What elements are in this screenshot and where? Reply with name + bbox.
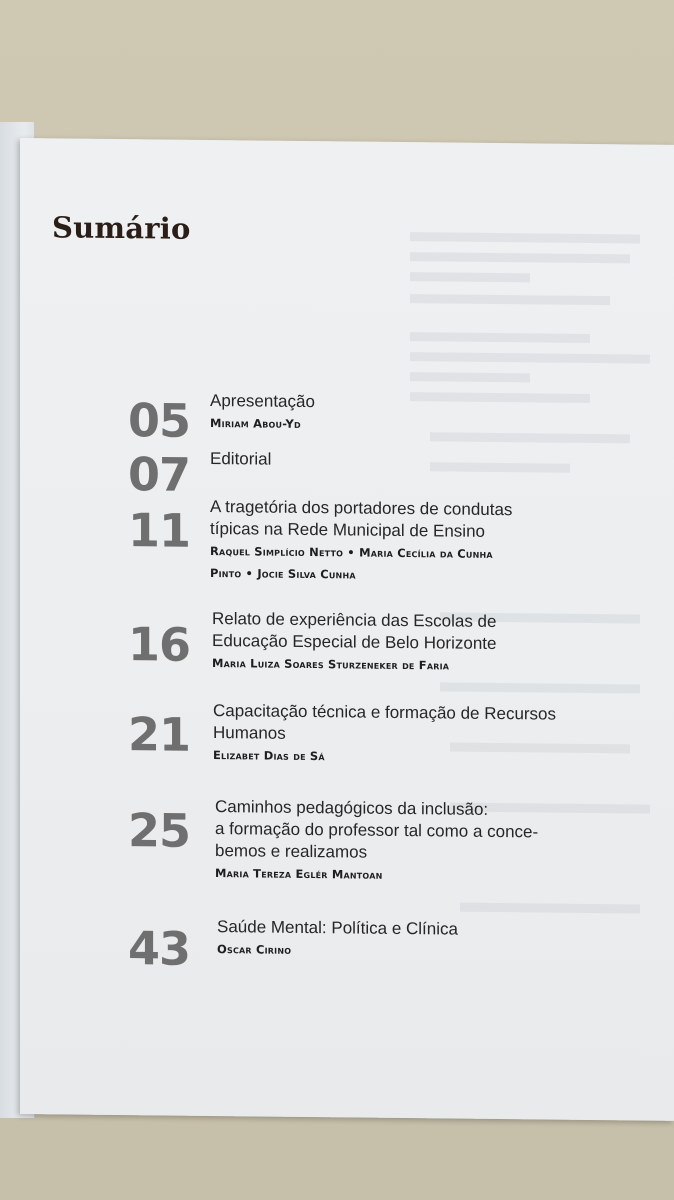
entry-authors xyxy=(210,412,610,438)
entry-title xyxy=(212,608,612,656)
entry-title-line: Relato de experiência das Escolas de xyxy=(212,609,497,631)
entry-authors xyxy=(215,862,615,888)
author-line: Maria Tereza Eglér Mantoan xyxy=(215,866,383,882)
entry-title xyxy=(210,448,610,474)
page-number: 25 xyxy=(127,803,190,858)
entry-authors xyxy=(217,938,617,964)
entry-body xyxy=(213,700,613,770)
entry-title-line: Editorial xyxy=(210,448,272,469)
entry-body xyxy=(210,448,610,474)
book-page xyxy=(20,138,674,1121)
entry-title-line: A tragetória dos portadores de condutas xyxy=(210,496,513,520)
entry-title xyxy=(215,796,615,866)
entry-title-line: Humanos xyxy=(213,723,286,743)
entry-body xyxy=(215,796,615,888)
page-number: 05 xyxy=(127,393,190,448)
page-number: 43 xyxy=(127,921,190,976)
author-line: Maria Luiza Soares Sturzeneker de Faria xyxy=(212,656,450,673)
entry-authors xyxy=(213,744,613,770)
author-line: Oscar Cirino xyxy=(217,942,292,957)
entry-authors xyxy=(210,540,610,588)
entry-body xyxy=(210,390,610,438)
author-line: Elizabet Dias de Sá xyxy=(213,748,325,764)
entry-title-line: bemos e realizamos xyxy=(215,841,368,862)
page-title: Sumário xyxy=(52,210,191,246)
entry-authors xyxy=(212,652,612,678)
entry-title xyxy=(210,496,610,544)
entry-title-line: Educação Especial de Belo Horizonte xyxy=(212,631,497,653)
author-line: Raquel Simplício Netto • Maria Cecília da Cunha xyxy=(210,543,493,561)
entry-title-line: a formação do professor tal como a conce- xyxy=(215,819,539,842)
entry-title-line: Apresentação xyxy=(210,390,315,412)
entry-title-line: Saúde Mental: Política e Clínica xyxy=(217,917,458,939)
author-line: Miriam Abou-Yd xyxy=(210,415,301,431)
page-number: 21 xyxy=(127,707,190,762)
entry-body xyxy=(210,496,610,588)
author-line: Pinto • Jocie Silva Cunha xyxy=(210,565,356,582)
entry-title-line: Capacitação técnica e formação de Recursos xyxy=(213,701,557,724)
entry-title-line: típicas na Rede Municipal de Ensino xyxy=(210,518,485,541)
entry-body xyxy=(212,608,612,678)
entry-body xyxy=(217,916,617,964)
entry-title-line: Caminhos pedagógicos da inclusão: xyxy=(215,797,489,819)
page-number: 11 xyxy=(127,503,190,558)
page-number: 16 xyxy=(127,617,190,672)
page-number: 07 xyxy=(127,447,190,502)
entry-title xyxy=(213,700,613,748)
